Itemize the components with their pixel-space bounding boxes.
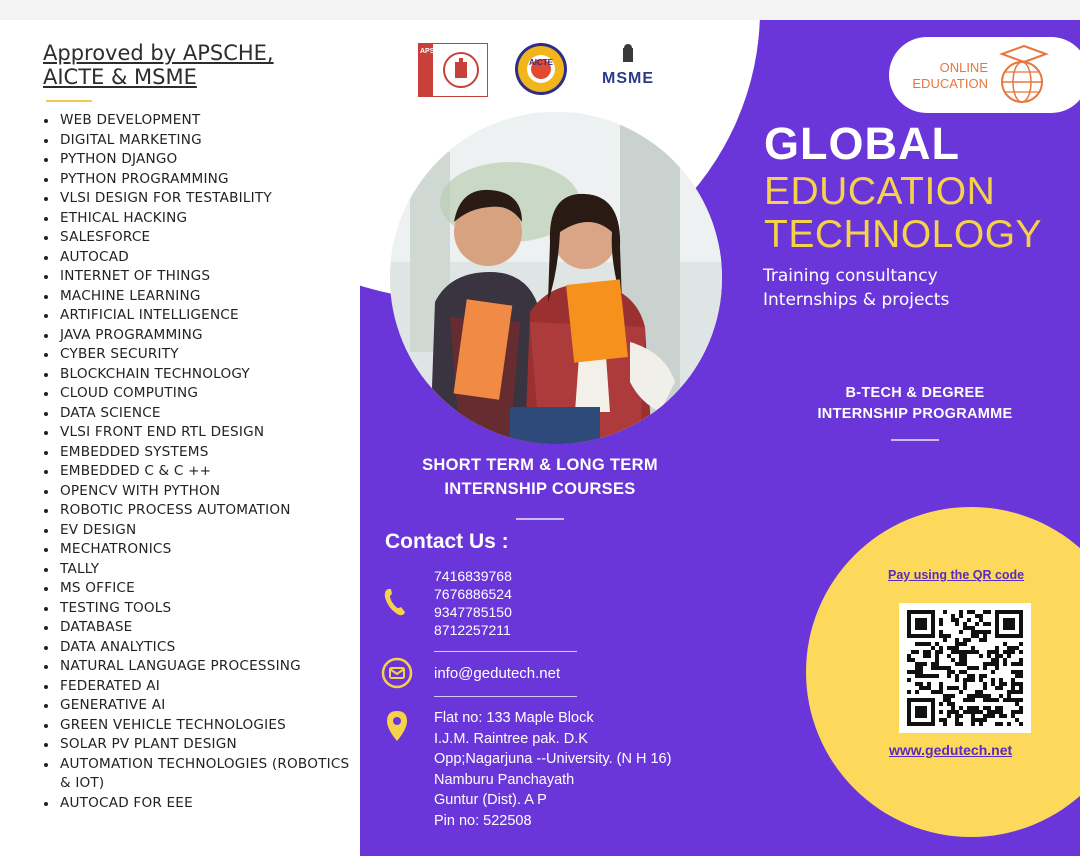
online-education-text <box>906 60 988 92</box>
course-item: MACHINE LEARNING <box>42 287 360 307</box>
title-line-2: EDUCATION <box>764 170 996 213</box>
globe-graduation-cap-icon <box>994 42 1050 108</box>
address-line: I.J.M. Raintree pak. D.K <box>434 730 588 747</box>
course-item: GENERATIVE AI <box>42 696 360 716</box>
tagline-line-2: Internships & projects <box>763 290 950 310</box>
contact-heading: Contact Us : <box>385 530 509 553</box>
address-line: Namburu Panchayath <box>434 771 575 788</box>
pay-qr-label[interactable]: Pay using the QR code <box>888 568 1025 582</box>
mail-icon <box>381 657 413 689</box>
course-item: CLOUD COMPUTING <box>42 384 360 404</box>
short-divider <box>516 518 564 520</box>
course-item: WEB DEVELOPMENT <box>42 111 360 131</box>
approval-line-1: Approved by APSCHE, <box>43 41 274 65</box>
course-item: DIGITAL MARKETING <box>42 131 360 151</box>
course-item: GREEN VEHICLE TECHNOLOGIES <box>42 716 360 736</box>
course-item: AUTOCAD <box>42 248 360 268</box>
course-item: JAVA PROGRAMMING <box>42 326 360 346</box>
address-line: Opp;Nagarjuna --University. (N H 16) <box>434 751 672 767</box>
course-item: SALESFORCE <box>42 228 360 248</box>
course-item: MS OFFICE <box>42 579 360 599</box>
approval-line-2: AICTE & MSME <box>43 65 197 89</box>
btech-divider <box>891 439 939 441</box>
address-line: Flat no: 133 Maple Block <box>434 710 594 726</box>
btech-line-1: B-TECH & DEGREE <box>845 385 985 401</box>
address-line: Guntur (Dist). A P <box>434 792 547 808</box>
course-item: CYBER SECURITY <box>42 345 360 365</box>
btech-line-2: INTERNSHIP PROGRAMME <box>817 406 1013 422</box>
course-item: TESTING TOOLS <box>42 599 360 619</box>
msme-logo-text: MSME <box>602 70 654 87</box>
course-item: DATA SCIENCE <box>42 404 360 424</box>
phone-number[interactable]: 9347785150 <box>434 604 512 620</box>
msme-logo <box>598 44 658 96</box>
course-item: EV DESIGN <box>42 521 360 541</box>
phone-numbers <box>434 567 512 639</box>
email-address[interactable]: info@gedutech.net <box>434 665 561 682</box>
course-item: PYTHON PROGRAMMING <box>42 170 360 190</box>
qr-code[interactable] <box>899 603 1031 733</box>
course-item: TALLY <box>42 560 360 580</box>
course-item: FEDERATED AI <box>42 677 360 697</box>
aicte-logo-text: AICTE <box>529 58 553 67</box>
course-item: EMBEDDED C & C ++ <box>42 462 360 482</box>
brochure <box>0 20 1080 856</box>
title-global: GLOBAL <box>764 118 960 169</box>
badge-line-1: ONLINE <box>939 60 988 75</box>
short-line-2: INTERNSHIP COURSES <box>444 480 636 498</box>
phone-icon <box>383 587 407 617</box>
course-item: DATA ANALYTICS <box>42 638 360 658</box>
course-item: AUTOMATION TECHNOLOGIES (ROBOTICS & IOT) <box>42 755 360 794</box>
contact-divider-2 <box>434 696 577 697</box>
location-pin-icon <box>386 710 408 742</box>
title-line-3: TECHNOLOGY <box>764 213 1043 256</box>
heading-divider <box>46 100 92 102</box>
short-line-1: SHORT TERM & LONG TERM <box>422 456 658 474</box>
students-photo <box>390 112 722 444</box>
course-item: INTERNET OF THINGS <box>42 267 360 287</box>
course-item: VLSI DESIGN FOR TESTABILITY <box>42 189 360 209</box>
approval-heading <box>43 41 274 89</box>
course-list <box>42 111 360 813</box>
course-item: VLSI FRONT END RTL DESIGN <box>42 423 360 443</box>
tagline-line-1: Training consultancy <box>763 266 938 286</box>
contact-divider-1 <box>434 651 577 652</box>
phone-number[interactable]: 7416839768 <box>434 568 512 584</box>
course-item: AUTOCAD FOR EEE <box>42 794 360 814</box>
course-item: NATURAL LANGUAGE PROCESSING <box>42 657 360 677</box>
course-item: ARTIFICIAL INTELLIGENCE <box>42 306 360 326</box>
apsche-logo <box>418 43 488 97</box>
course-item: SOLAR PV PLANT DESIGN <box>42 735 360 755</box>
course-item: BLOCKCHAIN TECHNOLOGY <box>42 365 360 385</box>
aicte-logo <box>514 42 568 96</box>
address-line: Pin no: 522508 <box>434 812 532 829</box>
website-link[interactable]: www.gedutech.net <box>889 742 1013 758</box>
course-item: DATABASE <box>42 618 360 638</box>
course-item: MECHATRONICS <box>42 540 360 560</box>
postal-address <box>434 708 671 831</box>
phone-number[interactable]: 8712257211 <box>434 622 511 638</box>
course-item: EMBEDDED SYSTEMS <box>42 443 360 463</box>
short-long-term-heading <box>395 453 685 501</box>
tagline <box>763 264 949 312</box>
course-column <box>0 20 360 856</box>
phone-number[interactable]: 7676886524 <box>434 586 512 602</box>
title-education-technology <box>764 170 1042 256</box>
badge-line-2: EDUCATION <box>912 76 988 91</box>
course-item: ROBOTIC PROCESS AUTOMATION <box>42 501 360 521</box>
course-item: ETHICAL HACKING <box>42 209 360 229</box>
btech-programme <box>800 383 1030 425</box>
course-item: PYTHON DJANGO <box>42 150 360 170</box>
apsche-logo-text: APSCHE <box>420 48 450 55</box>
course-item: OPENCV WITH PYTHON <box>42 482 360 502</box>
